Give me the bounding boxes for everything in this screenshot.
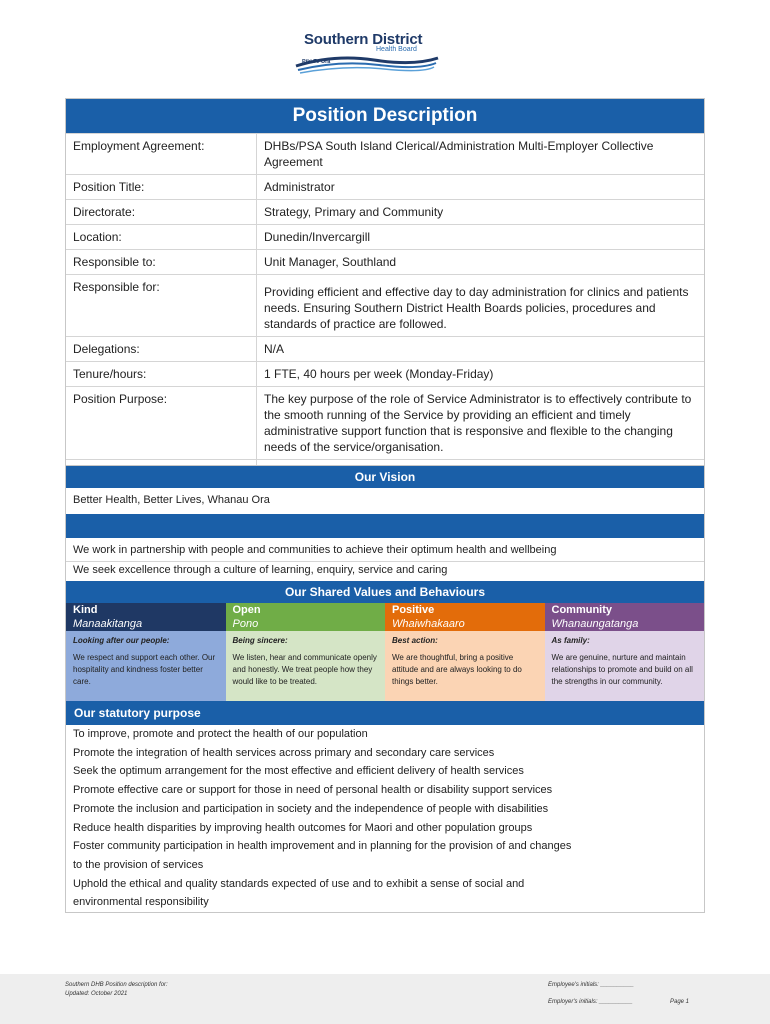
value-maori-name: Whaiwhakaaro [392,618,465,630]
list-item: Reduce health disparities by improving health outcomes for Maori and other population groups [73,821,533,834]
value-name: Positive [392,604,435,616]
row-label: Responsible to: [66,250,257,274]
table-row [66,174,704,199]
table-row [66,386,704,459]
employer-initials: Employer's initials: __________ [548,999,633,1005]
logo-subname: Health Board [376,46,417,53]
row-value: Dunedin/Invercargill [264,230,371,244]
vision-values-section [65,465,705,913]
table-row [66,224,704,249]
table-row [66,133,704,174]
statutory-purpose-list [66,725,704,912]
list-item: Uphold the ethical and quality standards expected of use and to exhibit a sense of social and environmental responsibility [73,877,525,909]
value-body [385,631,545,701]
table-row [66,274,704,336]
value-behaviour-heading: Being sincere: [232,636,288,645]
value-behaviour-heading: Best action: [392,636,438,645]
list-item: To improve, promote and protect the health of our population [73,728,368,740]
table-row [66,361,704,386]
values-heading: Our Shared Values and Behaviours [66,581,704,603]
employee-initials: Employee's initials: __________ [548,982,634,988]
logo-tagline: Piki Te Ora [302,59,331,65]
value-maori-name: Manaakitanga [73,618,143,630]
value-maori-name: Pono [232,618,259,630]
value-behaviour-text: We are thoughtful, bring a positive attitude and are always looking to do things better. [392,653,522,686]
row-value: DHBs/PSA South Island Clerical/Administration Multi-Employer Collective Agreement [264,139,654,169]
vision-text: Better Health, Better Lives, Whanau Ora [73,494,270,506]
list-item: Promote the inclusion and participation in society and the independence of people with disabilities [73,802,549,815]
value-column-open [226,603,386,701]
row-label: Position Purpose: [66,387,257,459]
table-row [66,249,704,274]
position-description-title: Position Description [66,99,704,133]
mission-line: We work in partnership with people and communities to achieve their optimum health and wellbeing [73,544,557,556]
value-body [545,631,705,701]
row-label: Delegations: [66,337,257,361]
footer-updated: Updated: October 2021 [65,991,128,997]
value-behaviour-text: We respect and support each other. Our hospitality and kindness foster better care. [73,653,216,686]
sdhb-logo [294,28,440,76]
list-item: Seek the optimum arrangement for the most effective and efficient delivery of health services [73,765,524,778]
row-label: Location: [66,225,257,249]
row-value: Administrator [264,180,335,194]
value-name: Kind [73,604,98,616]
value-name: Open [232,604,261,616]
row-value: Strategy, Primary and Community [264,205,444,219]
vision-heading: Our Vision [66,466,704,488]
value-behaviour-heading: Looking after our people: [73,636,170,645]
list-item: Promote the integration of health services across primary and secondary care services [73,746,495,759]
value-behaviour-text: We are genuine, nurture and maintain relationships to promote and build on all the strengths in our community. [551,653,693,686]
row-value: N/A [264,342,285,356]
mission-bar [66,514,704,538]
value-column-kind [66,603,226,701]
row-value: Providing efficient and effective day to day administration for clinics and patients needs. Ensuring Southern District Health Boards policies, procedures and standards of practice are followed. [264,285,689,331]
logo-name: Southern District [304,31,423,48]
row-value: Unit Manager, Southland [264,255,397,269]
value-behaviour-heading: As family: [551,636,590,645]
row-label: Directorate: [66,200,257,224]
list-item: Foster community participation in health improvement and in planning for the provision of and changes to the provision of services [73,840,572,871]
statutory-purpose-heading: Our statutory purpose [66,701,704,725]
table-row [66,199,704,224]
table-row [66,336,704,361]
row-value: The key purpose of the role of Service Administrator is to effectively contribute to the smooth running of the Service by providing an efficient and timely administrative support function that is responsive and flexible to the changing needs of the service/organisation. [264,392,692,454]
row-label: Position Title: [66,175,257,199]
mission-line: We seek excellence through a culture of learning, enquiry, service and caring [66,561,704,581]
value-column-community [545,603,705,701]
value-body [226,631,386,701]
page-footer [0,974,770,1024]
row-label: Responsible for: [66,275,257,336]
value-body [66,631,226,701]
value-name: Community [551,604,612,616]
value-maori-name: Whanaungatanga [551,618,639,630]
value-column-positive [385,603,545,701]
values-grid [66,603,704,701]
value-behaviour-text: We listen, hear and communicate openly and honestly. We treat people how they would like to be treated. [232,653,377,686]
row-label: Employment Agreement: [66,134,257,174]
position-description-table [65,98,705,485]
row-value: 1 FTE, 40 hours per week (Monday-Friday) [264,367,494,381]
list-item: Promote effective care or support for those in need of personal health or disability support services [73,784,553,797]
page-number: Page 1 [670,999,690,1005]
row-label: Tenure/hours: [66,362,257,386]
footer-doc-label: Southern DHB Position description for: [65,982,168,988]
